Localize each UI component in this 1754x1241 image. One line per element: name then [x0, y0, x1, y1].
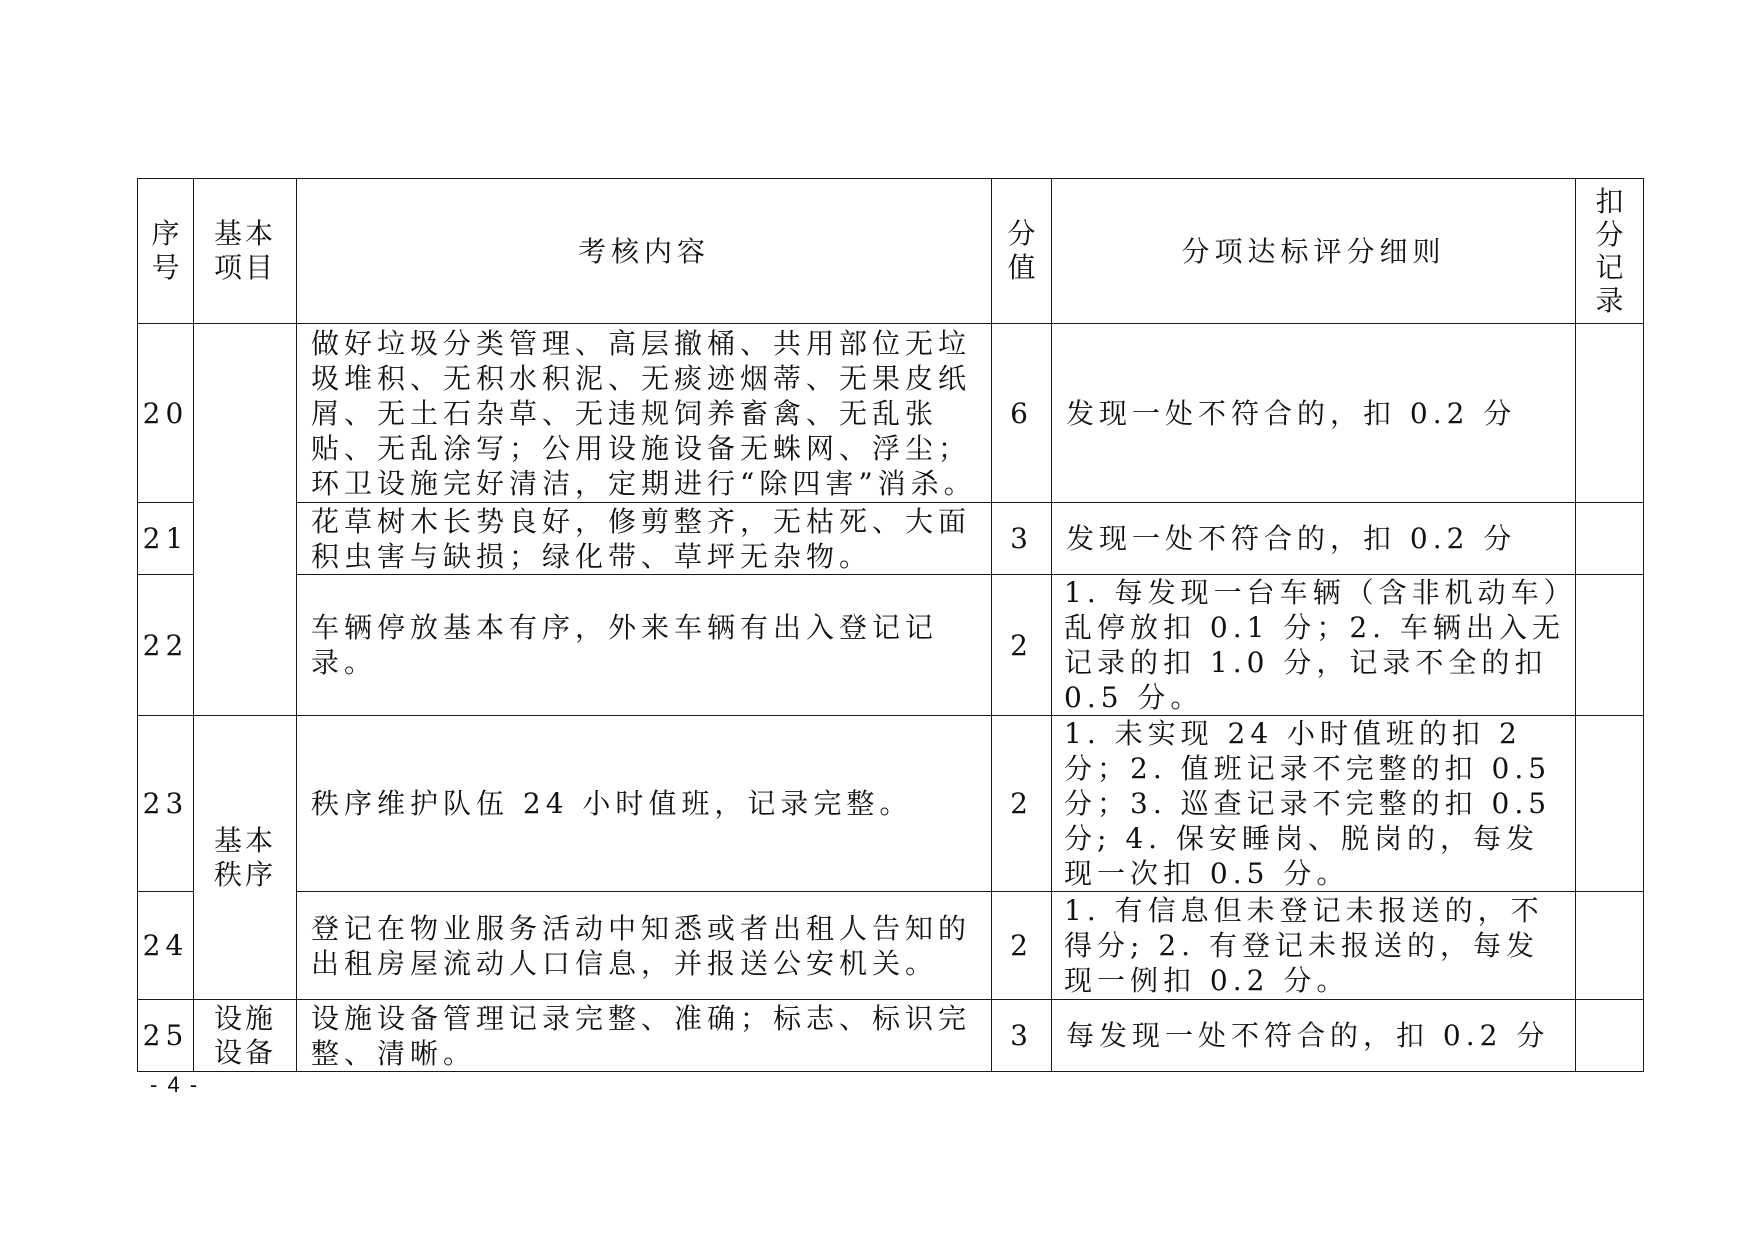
table-row	[138, 1000, 1644, 1072]
row-seq: 23	[138, 716, 194, 892]
row-item: 基本秩序	[194, 716, 297, 1000]
page-number: - 4 -	[150, 1072, 200, 1097]
row-record	[1576, 575, 1644, 716]
row-record	[1576, 892, 1644, 1000]
row-score: 2	[992, 575, 1052, 716]
header-rules: 分项达标评分细则	[1052, 179, 1576, 324]
row-content: 设施设备管理记录完整、准确；标志、标识完整、清晰。	[297, 1000, 992, 1072]
header-seq: 序号	[138, 179, 194, 324]
row-score: 6	[992, 324, 1052, 503]
row-rules: 发现一处不符合的，扣 0.2 分	[1052, 503, 1576, 575]
header-record: 扣分记录	[1576, 179, 1644, 324]
table-row	[138, 575, 1644, 716]
header-row	[138, 179, 1644, 324]
table-row	[138, 503, 1644, 575]
row-score: 2	[992, 892, 1052, 1000]
row-score: 3	[992, 503, 1052, 575]
row-seq: 25	[138, 1000, 194, 1072]
header-item: 基本项目	[194, 179, 297, 324]
assessment-table	[137, 178, 1644, 1072]
row-content: 做好垃圾分类管理、高层撤桶、共用部位无垃圾堆积、无积水积泥、无痰迹烟蒂、无果皮纸屑、无土石杂草、无违规饲养畜禽、无乱张贴、无乱涂写；公用设施设备无蛛网、浮尘；环卫设施完好清洁，定期进行“除四害”消杀。	[297, 324, 992, 503]
row-seq: 24	[138, 892, 194, 1000]
row-seq: 21	[138, 503, 194, 575]
row-seq: 20	[138, 324, 194, 503]
row-record	[1576, 324, 1644, 503]
header-score: 分值	[992, 179, 1052, 324]
row-seq: 22	[138, 575, 194, 716]
row-item-empty	[194, 324, 297, 716]
row-record	[1576, 716, 1644, 892]
row-content: 登记在物业服务活动中知悉或者出租人告知的出租房屋流动人口信息，并报送公安机关。	[297, 892, 992, 1000]
row-content: 车辆停放基本有序，外来车辆有出入登记记录。	[297, 575, 992, 716]
row-record	[1576, 503, 1644, 575]
row-score: 3	[992, 1000, 1052, 1072]
row-rules: 1. 每发现一台车辆（含非机动车）乱停放扣 0.1 分；2. 车辆出入无记录的扣 1.0 分，记录不全的扣 0.5 分。	[1052, 575, 1576, 716]
table-row	[138, 324, 1644, 503]
row-record	[1576, 1000, 1644, 1072]
row-rules: 每发现一处不符合的，扣 0.2 分	[1052, 1000, 1576, 1072]
table-row	[138, 716, 1644, 892]
row-rules: 1. 未实现 24 小时值班的扣 2 分；2. 值班记录不完整的扣 0.5 分；3. 巡查记录不完整的扣 0.5 分; 4. 保安睡岗、脱岗的，每发现一次扣 0.5 分。	[1052, 716, 1576, 892]
row-content: 花草树木长势良好，修剪整齐，无枯死、大面积虫害与缺损；绿化带、草坪无杂物。	[297, 503, 992, 575]
row-content: 秩序维护队伍 24 小时值班，记录完整。	[297, 716, 992, 892]
header-content: 考核内容	[297, 179, 992, 324]
row-rules: 1. 有信息但未登记未报送的，不得分; 2. 有登记未报送的，每发现一例扣 0.2 分。	[1052, 892, 1576, 1000]
row-rules: 发现一处不符合的，扣 0.2 分	[1052, 324, 1576, 503]
row-score: 2	[992, 716, 1052, 892]
table-row	[138, 892, 1644, 1000]
row-item: 设施设备	[194, 1000, 297, 1072]
